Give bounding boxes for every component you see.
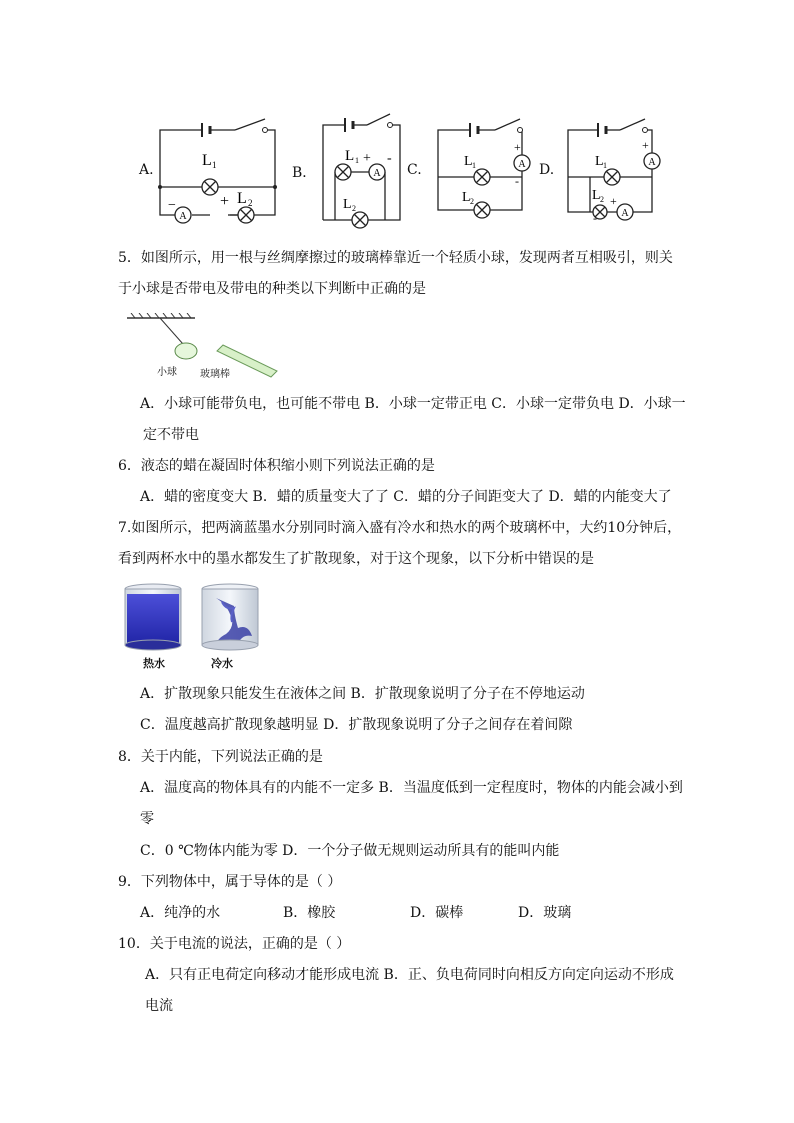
q9-option-a: A．纯净的水 — [140, 905, 221, 921]
q8-options-line3: C．0 ℃物体内能为零 D．一个分子做无规则运动所具有的能叫内能 — [140, 843, 560, 859]
svg-text:2: 2 — [248, 198, 253, 208]
q9-stem: 9．下列物体中，属于导体的是（ ） — [118, 874, 342, 890]
svg-text:-: - — [593, 211, 597, 225]
svg-text:1: 1 — [355, 156, 359, 165]
svg-text:L: L — [462, 190, 471, 205]
q5-figure — [125, 313, 285, 383]
ammeter-symbol: A — [179, 211, 187, 222]
circuit-b-diagram — [315, 110, 410, 230]
q4-option-a-label: A. — [139, 162, 154, 178]
beakers-illustration — [118, 580, 263, 672]
svg-text:+: + — [220, 193, 230, 210]
svg-text:+: + — [363, 151, 371, 166]
svg-text:A: A — [373, 168, 381, 179]
svg-text:-: - — [515, 174, 519, 188]
svg-text:L: L — [237, 190, 247, 207]
svg-text:1: 1 — [603, 161, 607, 170]
q4-option-c-label: C. — [407, 162, 422, 178]
ball-label: 小球 — [157, 367, 177, 378]
hot-water-label: 热水 — [143, 657, 165, 670]
q4-option-b-label: B． — [292, 165, 317, 181]
q8-options-line1: A．温度高的物体具有的内能不一定多 B．当温度低到一定程度时，物体的内能会减小到 — [140, 780, 683, 796]
svg-text:+: + — [514, 140, 521, 154]
q5-stem-line2: 于小球是否带电及带电的种类以下判断中正确的是 — [118, 281, 426, 297]
cold-water-label: 冷水 — [211, 657, 233, 670]
svg-text:2: 2 — [600, 195, 604, 204]
q6-options: A．蜡的密度变大 B．蜡的质量变大了了 C．蜡的分子间距变大了 D．蜡的内能变大了 — [140, 489, 672, 505]
q10-stem: 10．关于电流的说法，正确的是（ ） — [118, 936, 351, 952]
rod-label: 玻璃棒 — [200, 369, 230, 380]
svg-text:L: L — [202, 152, 212, 169]
q7-stem-line2: 看到两杯水中的墨水都发生了扩散现象，对于这个现象，以下分析中错误的是 — [118, 551, 594, 567]
svg-text:−: − — [168, 198, 176, 213]
circuit-d-diagram — [560, 115, 670, 225]
svg-text:1: 1 — [472, 161, 476, 170]
circuit-c-diagram — [430, 115, 540, 220]
q10-options-line1: A．只有正电荷定向移动才能形成电流 B．正、负电荷同时向相反方向定向运动不形成 — [145, 967, 674, 983]
q8-options-line2: 零 — [140, 811, 154, 827]
q5-options-line2: 定不带电 — [143, 427, 199, 443]
svg-text:L: L — [345, 148, 355, 164]
q7-options-line2: C．温度越高扩散现象越明显 D．扩散现象说明了分子之间存在着间隙 — [140, 717, 573, 733]
svg-text:+: + — [610, 194, 617, 208]
svg-text:-: - — [387, 151, 392, 166]
q5-options-line1: A．小球可能带负电，也可能不带电 B．小球一定带正电 C．小球一定带负电 D．小球一 — [140, 396, 686, 412]
q9-option-c: D．碳棒 — [410, 905, 464, 921]
q10-options-line2: 电流 — [145, 998, 173, 1014]
svg-text:A: A — [648, 157, 656, 168]
svg-text:L: L — [595, 154, 604, 169]
q4-option-d-label: D. — [539, 162, 555, 178]
svg-text:A: A — [621, 208, 629, 219]
svg-text:2: 2 — [352, 204, 356, 213]
svg-text:L: L — [592, 188, 601, 203]
q6-stem: 6．液态的蜡在凝固时体积缩小则下列说法正确的是 — [118, 458, 435, 474]
svg-text:2: 2 — [470, 197, 474, 206]
svg-text:1: 1 — [212, 160, 217, 170]
svg-text:L: L — [464, 154, 473, 169]
q9-option-d: D．玻璃 — [518, 905, 572, 921]
q7-stem-line1: 7.如图所示，把两滴蓝墨水分别同时滴入盛有冷水和热水的两个玻璃杯中，大约10分钟后， — [118, 520, 682, 536]
circuit-a-diagram — [150, 115, 285, 225]
q5-stem-line1: 5．如图所示，用一根与丝绸摩擦过的玻璃棒靠近一个轻质小球，发现两者互相吸引，则关 — [118, 250, 673, 266]
svg-text:A: A — [518, 159, 526, 170]
svg-text:L: L — [343, 197, 352, 212]
q9-option-b: B．橡胶 — [283, 905, 336, 921]
q7-options-line1: A．扩散现象只能发生在液体之间 B．扩散现象说明了分子在不停地运动 — [140, 686, 585, 702]
q7-figure — [118, 580, 263, 672]
svg-text:+: + — [642, 138, 649, 152]
q8-stem: 8．关于内能，下列说法正确的是 — [118, 749, 323, 765]
